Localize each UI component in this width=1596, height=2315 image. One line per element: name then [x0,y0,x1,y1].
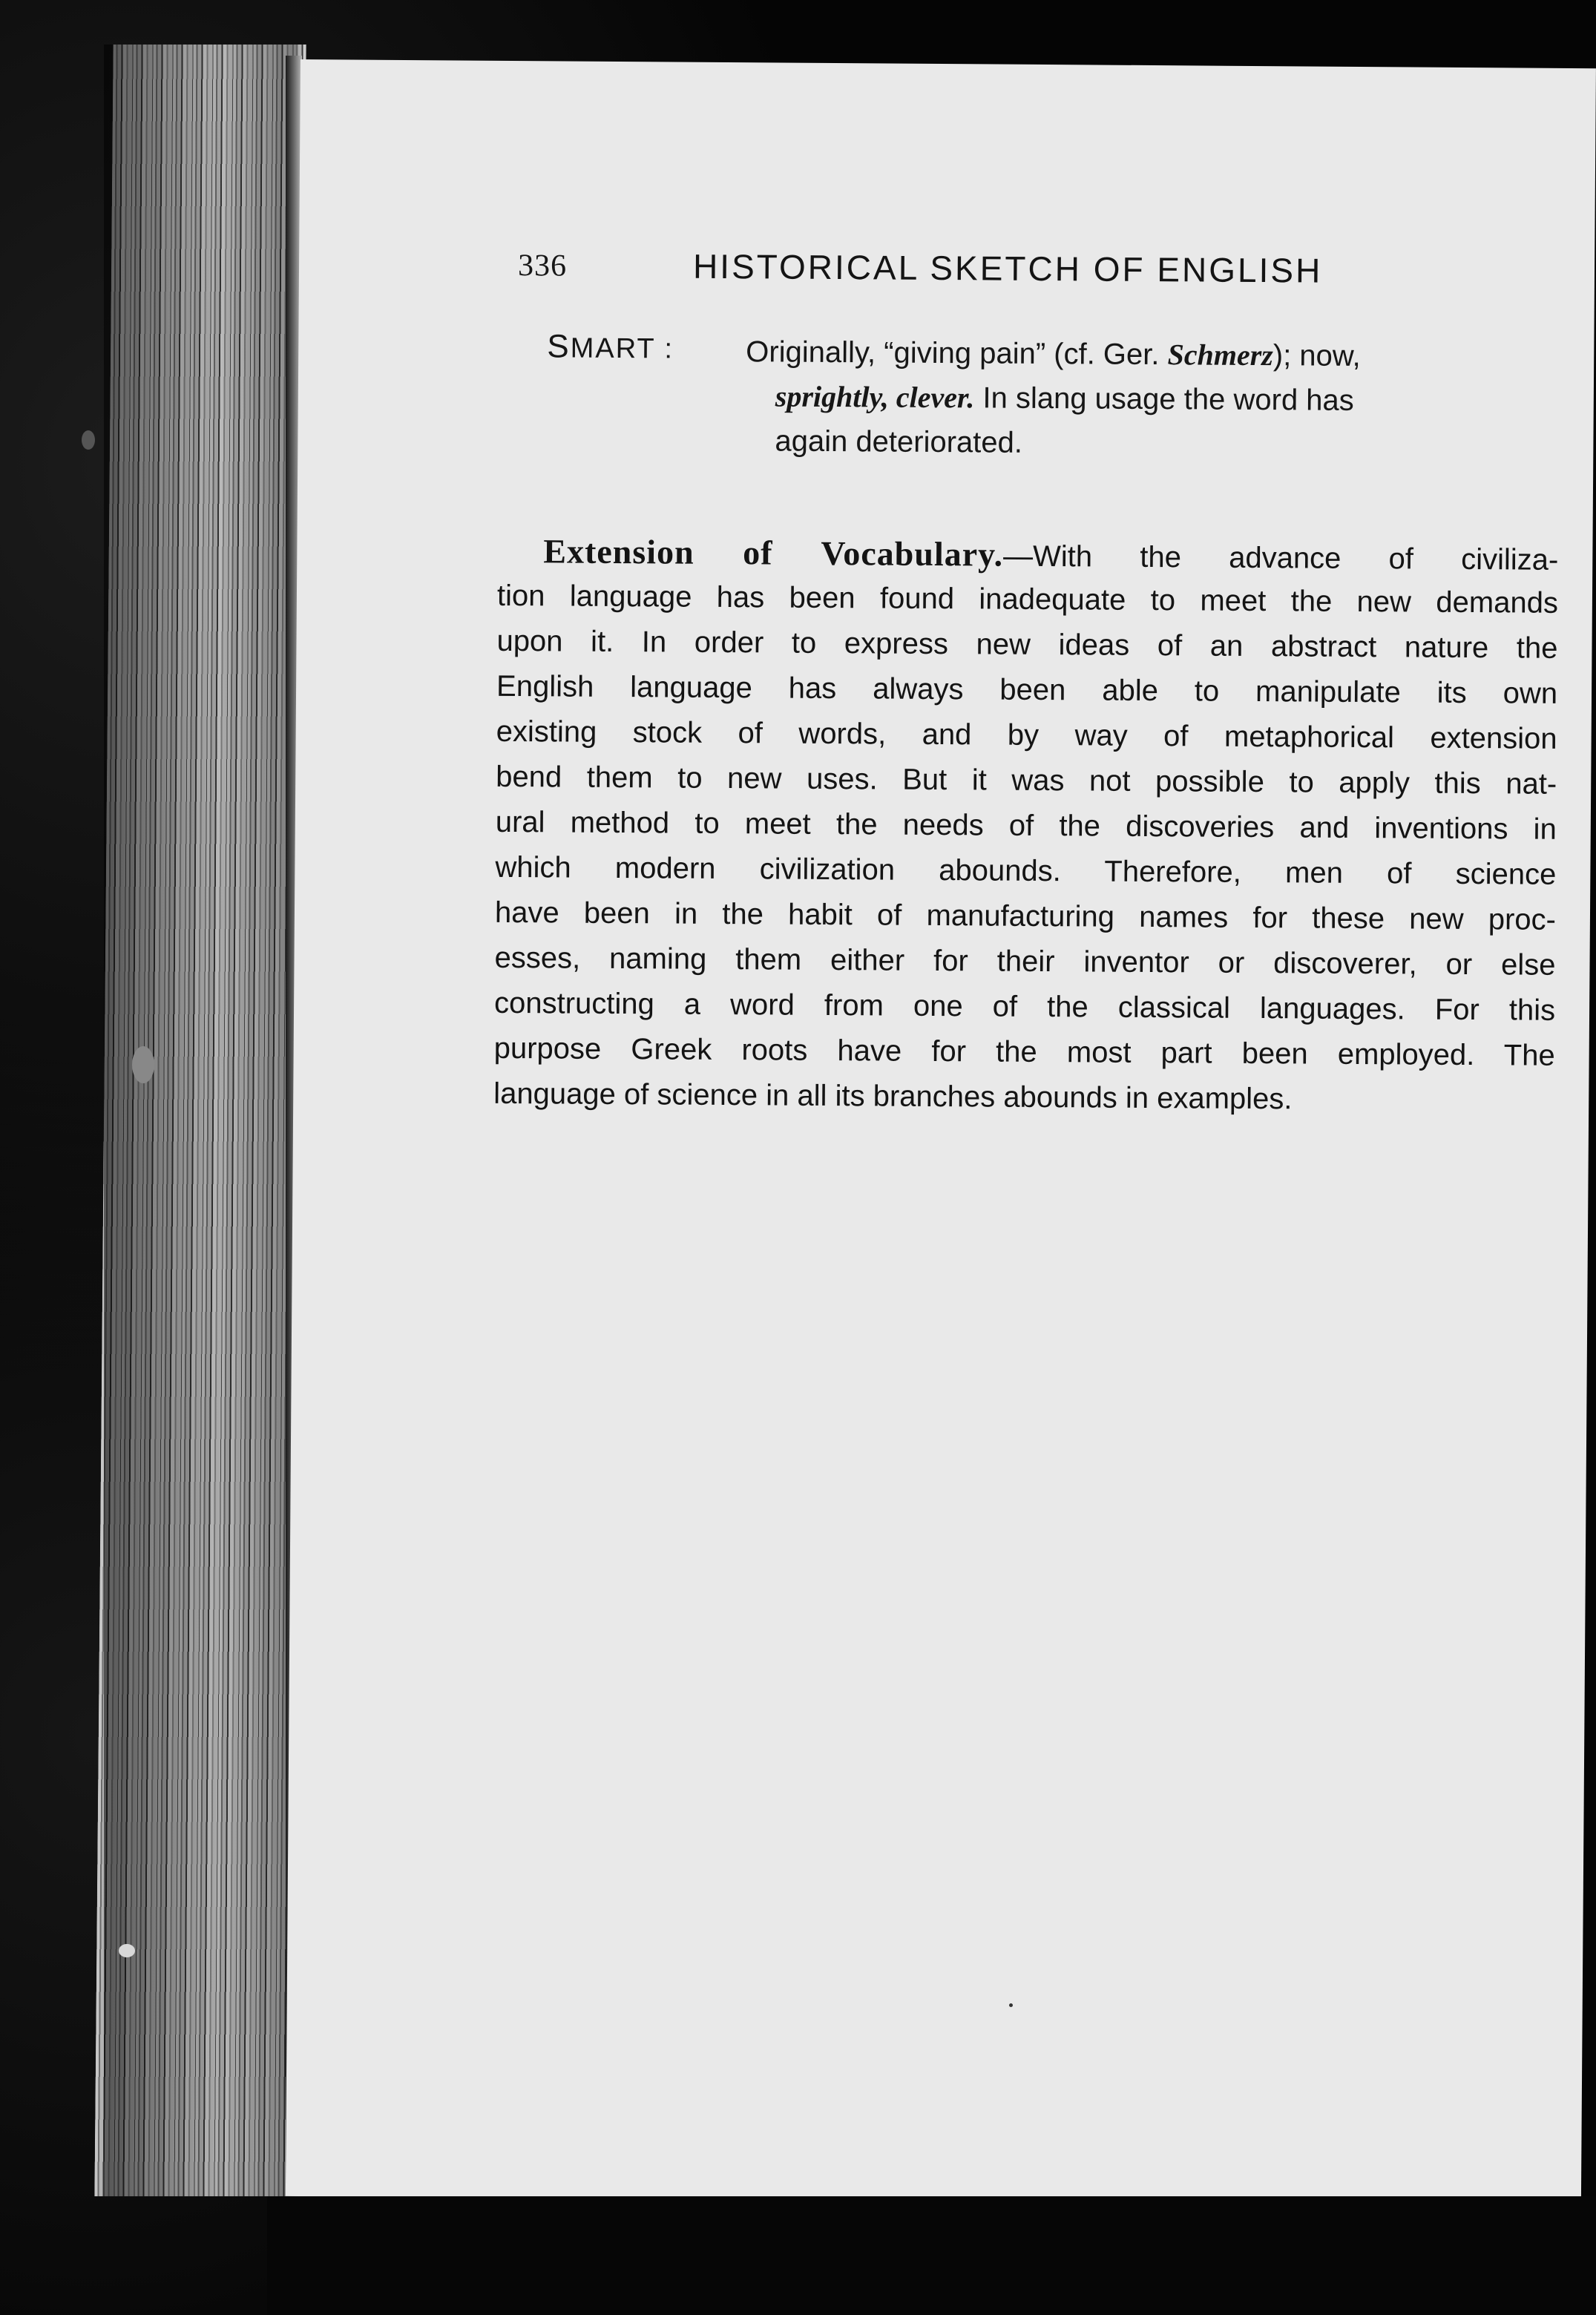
paragraph-line: which modern civilization abounds. Therefore, men of science [495,850,1557,891]
entry-definition [745,329,1551,469]
paragraph-line: have been in the habit of manufacturing names for these new proc- [494,896,1557,936]
dust-speck [1009,2003,1013,2007]
dust-speck [132,1046,154,1083]
definition-text: Originally, “giving pain” (cf. Ger. [746,335,1168,372]
section-heading: Extension of Vocabulary. [543,532,1004,574]
definition-text: In slang usage the word has [974,381,1354,417]
book-page [286,59,1596,2205]
paragraph-line: constructing a word from one of the classical languages. For this [493,986,1556,1027]
paragraph-line: language of science in all its branches abounds in examples. [493,1077,1293,1116]
definition-line [746,374,1551,424]
page-edges-shadow [104,45,297,2196]
scan-bottom-border [267,2196,1596,2315]
section-paragraph [493,528,1559,1124]
entry-term-initial: S [547,328,571,365]
paragraph-line: English language has always been able to manipulate its own [496,669,1558,710]
definition-text: again deteriorated. [775,424,1023,459]
dust-speck [82,430,95,450]
paragraph-line: tion language has been found inadequate to meet the new demands [496,579,1559,620]
paragraph-line: esses, naming them either for their inventor or discoverer, or else [494,941,1556,982]
paragraph-line [497,528,1558,581]
paragraph-line: purpose Greek roots have for the most part been employed. The [493,1031,1555,1072]
running-title: HISTORICAL SKETCH OF ENGLISH [692,246,1323,290]
paragraph-line: ural method to meet the needs of the discoveries and inventions in [495,805,1557,846]
definition-line [746,329,1551,380]
entry-term [547,328,674,366]
paragraph-line: existing stock of words, and by way of metaphorical extension [496,715,1557,755]
paragraph-line: bend them to new uses. But it was not possible to apply this nat- [496,760,1557,801]
paragraph-line: upon it. In order to express new ideas of an abstract nature the [496,624,1558,665]
definition-italic: Schmerz [1167,338,1273,372]
definition-line [745,418,1550,469]
definition-italic: sprightly, clever. [775,379,975,415]
page-number: 336 [517,249,568,283]
entry-term-colon: : [654,333,674,365]
definition-text: ); now, [1272,339,1361,372]
glossary-entry-smart [546,328,1557,513]
paragraph-text: —With the advance of civiliza- [1002,539,1559,577]
dust-speck [119,1944,135,1957]
entry-term-rest: MART [570,332,656,365]
running-head [518,245,1549,297]
